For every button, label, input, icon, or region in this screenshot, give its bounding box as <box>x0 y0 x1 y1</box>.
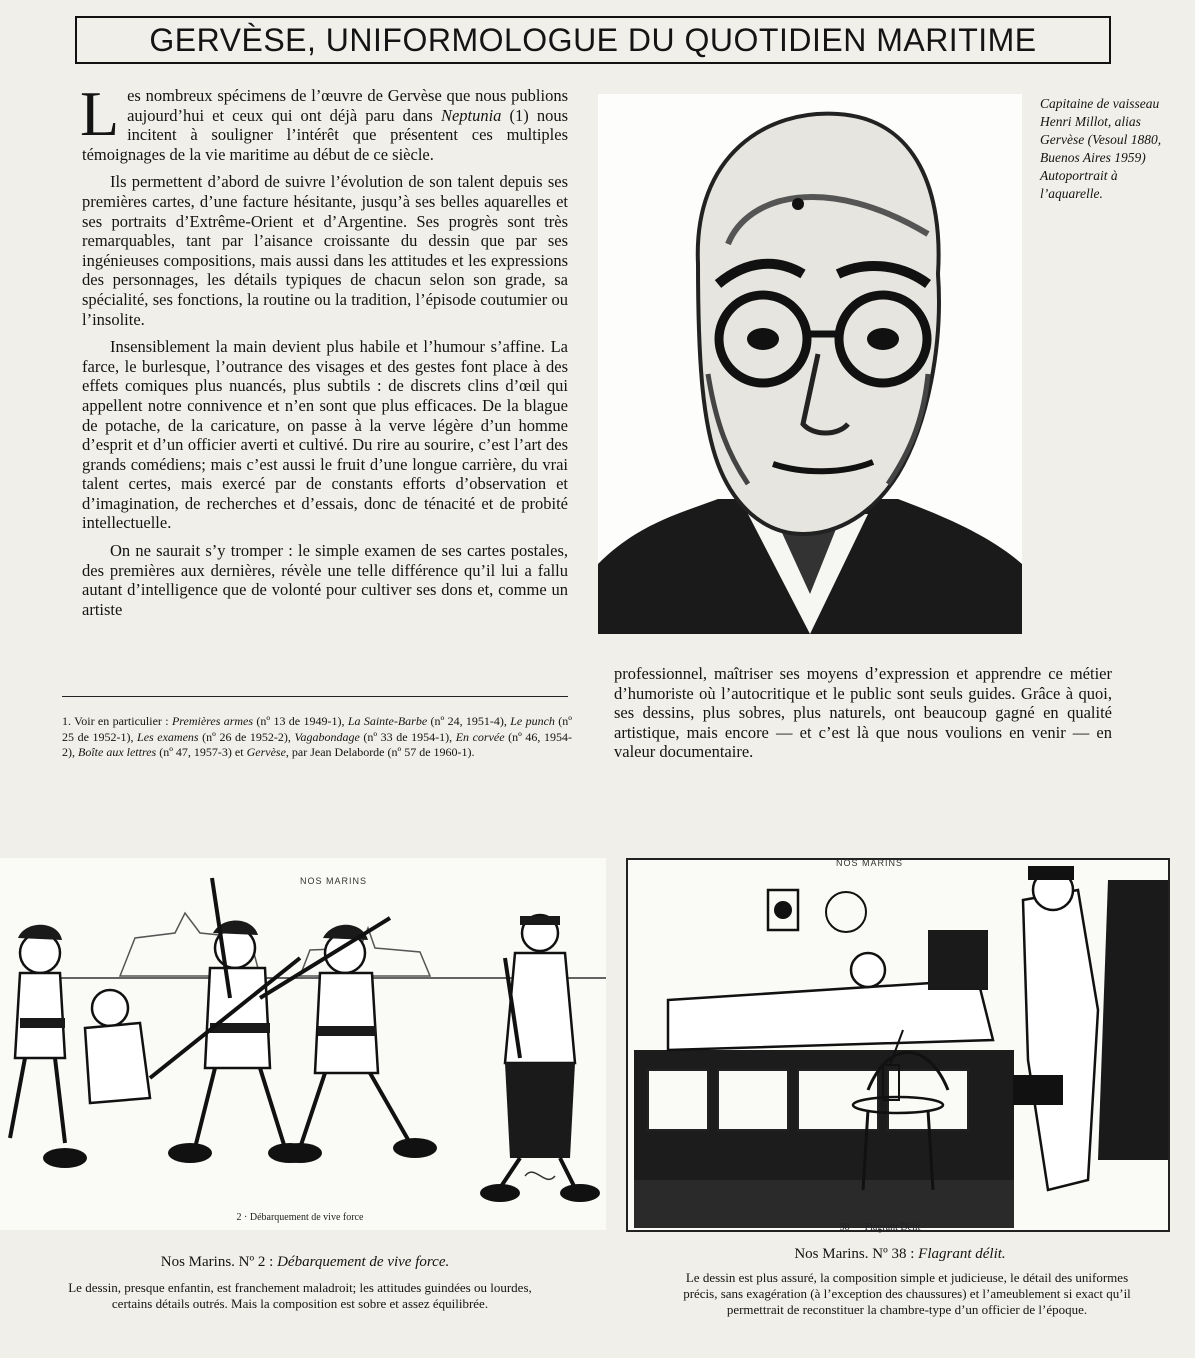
plate-1-drawing <box>0 858 606 1230</box>
footnote-text: (nº 26 de 1952-2), <box>198 729 295 744</box>
paragraph-1-end: (1) nous incitent à souligner l’intérêt que présentent ces multiples témoignages de la vie maritime au début de ce siècle. <box>82 105 568 164</box>
footnote-text: (nº 46, 1954-2), <box>62 729 572 759</box>
footnote-text: (nº 24, 1951-4), <box>427 714 511 728</box>
footnote-text: (nº 47, 1957-3) et <box>156 745 247 759</box>
footnote-text: (nº 33 de 1954-1), <box>359 729 456 744</box>
sailors-landing-illustration <box>0 858 606 1230</box>
officer-cabin-illustration <box>628 860 1168 1230</box>
plate-2-header: NOS MARINS <box>836 858 904 868</box>
footnote-title: Gervèse <box>246 745 286 759</box>
footnote-title: Boîte aux lettres <box>78 745 157 759</box>
paragraph-4-continued: professionnel, maîtriser ses moyens d’expression et apprendre ce métier d’humoriste où l’autocritique et le public sont seuls guides. Grâce à quoi, ses dessins, plus sobres, plus naturels, ont beaucoup gagné en qualité artistique, mais encore — et c’est là que nous voulions en venir — en valeur documentaire. <box>614 664 1112 762</box>
article-column-left <box>80 78 568 627</box>
plate-1-title-italic: Débarquement de vive force. <box>277 1254 450 1270</box>
title-box <box>75 16 1111 64</box>
footnote-rule <box>62 696 568 697</box>
footnote-title: Vagabondage <box>294 729 360 744</box>
footnote-title: Premières armes <box>171 714 254 728</box>
plate-2-title <box>650 1246 1150 1263</box>
drop-cap: L <box>80 78 120 149</box>
article-title: GERVÈSE, UNIFORMOLOGUE DU QUOTIDIEN MARITIME <box>149 21 1037 58</box>
portrait-caption: Capitaine de vaisseau Henri Millot, alias Gervèse (Vesoul 1880, Buenos Aires 1959) Autoportrait à l’aquarelle. <box>1040 96 1162 201</box>
plate-1-subcaption: 2 · Débarquement de vive force <box>236 1212 364 1223</box>
plate-2-title-text: Nos Marins. Nº 38 : <box>794 1246 919 1262</box>
plate-1-description: Le dessin, presque enfantin, est franchement maladroit; les attitudes guindées ou lourdes, certains détails outrés. Mais la composition est sobre et assez équilibrée. <box>68 1280 532 1311</box>
plate-2-description: Le dessin est plus assuré, la composition simple et judicieuse, le détail des uniformes précis, sans exagération (à l’exception des chaussures) et l’ameublement si exact qu’il permettrait de reconstituer la chambre-type d’un officier de l’époque. <box>683 1270 1131 1317</box>
paragraph-4: On ne saurait s’y tromper : le simple examen de ses cartes postales, des premières aux dernières, révèle une telle différence qu’il lui a fallu autant d’intelligence que de volonté pour cultiver ses dons et, comme un artiste <box>82 541 568 619</box>
journal-name: Neptunia <box>440 105 502 125</box>
plate-2-title-italic: Flagrant délit. <box>918 1246 1006 1262</box>
footnote-text: 1. Voir en particulier : <box>62 714 172 728</box>
plate-2-drawing <box>626 858 1170 1232</box>
plate-1-title-text: Nos Marins. Nº 2 : <box>160 1254 278 1270</box>
footnote-title: En corvée <box>455 729 505 744</box>
self-portrait-image <box>598 94 1022 634</box>
paragraph-1 <box>80 78 568 164</box>
footnote-title: La Sainte-Barbe <box>347 714 428 728</box>
footnote-text: , par Jean Delaborde (nº 57 de 1960-1). <box>285 745 475 759</box>
plate-1-title <box>60 1254 550 1271</box>
footnote <box>62 714 572 761</box>
article-column-right <box>614 664 1112 762</box>
footnote-title: Les examens <box>137 729 199 744</box>
plate-2-subcaption: 38 — Flagrant Délit <box>839 1222 921 1233</box>
paragraph-1-text: es nombreux spécimens de l’œuvre de Gervèse que nous publions aujourd’hui et ceux qui ont déjà paru dans <box>127 86 568 125</box>
footnote-text: (nº 13 de 1949-1), <box>253 714 348 728</box>
portrait-drawing <box>598 94 1022 634</box>
footnote-title: Le punch <box>510 714 555 728</box>
paragraph-2: Ils permettent d’abord de suivre l’évolution de son talent depuis ses premières cartes, d’une facture hésitante, jusqu’à ses belles aquarelles et ses portraits d’Extrême-Orient et d’Argentine. Ses progrès sont très remarquables, tant par l’aisance croissante du dessin que par ses ingénieuses compositions, mais aussi dans les attitudes et les expressions des personnages, les détails typiques de chacun selon son grade, sa spécialité, ses fonctions, la routine ou la tradition, l’épisode coutumier ou l’insolite. <box>82 172 568 329</box>
paragraph-3: Insensiblement la main devient plus habile et l’humour s’affine. La farce, le burlesque, l’outrance des visages et des gestes font place à des effets comiques plus nuancés, plus subtils : de discrets clins d’œil qui appellent notre connivence et n’en sont que plus efficaces. De la blague de potache, de la caricature, on passe à la verve légère d’un homme d’esprit et d’un officier averti et cultivé. Du rire au sourire, c’est l’art des grands comédiens; mais c’est aussi le fruit d’une longue carrière, du vrai talent certes, mais exercé par de constants efforts d’observation et d’imagination, de recherches et d’essais, donc de ténacité et de probité intellectuelle. <box>82 337 568 533</box>
plate-1-header: NOS MARINS <box>300 876 368 886</box>
footnote-text: (nº 25 de 1952-1), <box>62 714 572 744</box>
